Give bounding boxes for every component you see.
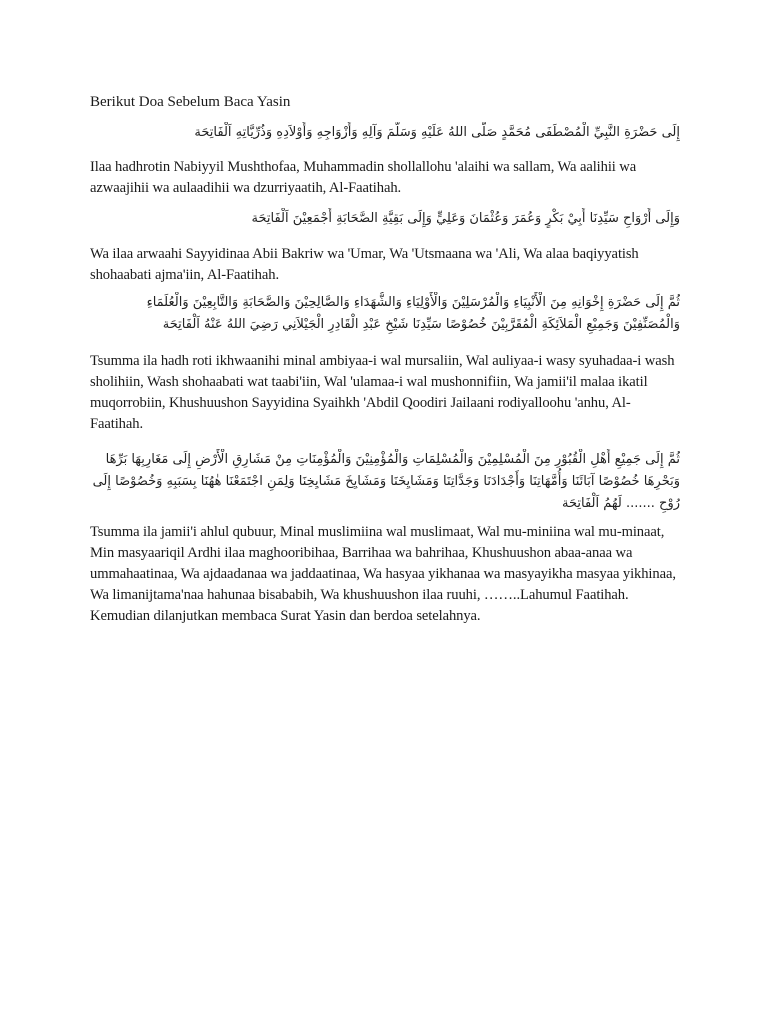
latin-transliteration-2: Wa ilaa arwaahi Sayyidinaa Abii Bakriw wa 'Umar, Wa 'Utsmaana wa 'Ali, Wa alaa baqiyyatish shohaabati ajma'iin, Al-Faatihah. [90,246,639,283]
arabic-prayer-3: ثُمَّ إِلَى حَضْرَةِ إِخْوَانِهِ مِنَ الْأَنْبِيَاءِ وَالْمُرْسَلِيْنَ وَالْأَوْلِيَاءِ وَالشُّهَدَاءِ وَالصَّالِحِيْنَ وَالصَّحَابَةِ وَالتَّابِعِيْنَ وَالْعُلَمَاءِ وَالْمُصَنِّفِيْنَ وَجَمِيْعِ الْمَلاَئِكَةِ الْمُقَرَّبِيْنَ خُصُوْصًا سَيِّدِنَا شَيْخِ عَبْدِ الْقَادِرِ الْجَيْلاَنِي رَضِيَ اللهُ عَنْهُ اَلْفَاتِحَة [146,295,680,332]
latin-transliteration-3: Tsumma ila hadh roti ikhwaanihi minal ambiyaa-i wal mursaliin, Wal auliyaa-i wasy syuhadaa-i wash sholihiin, Wash shohaabati wat taabi'iin, Wal 'ulamaa-i wal mushonnifiin, Wa jamii'il malaa ikatil muqorrobiin, Khushuushon Sayyidina Syaihkh 'Abdil Qoodiri Jailaani rodiyalloohu 'anhu, Al-Faatihah. [90,353,675,432]
arabic-prayer-4: ثُمَّ إِلَى جَمِيْعِ أَهْلِ الْقُبُوْرِ مِنَ الْمُسْلِمِيْنَ وَالْمُسْلِمَاتِ وَالْمُؤْمِنِيْنَ وَالْمُؤْمِنَاتِ مِنْ مَشَارِقِ الْأَرْضِ إِلَى مَغَارِبِهَا بَرِّهَا وَبَحْرِهَا خُصُوْصًا آبَائَنَا وَأُمَّهَاتِنَا وَأَجْدَادَنَا وَجَدَّاتِنَا وَمَشَايِخَنَا وَمَشَايِخَ مَشَايِخِنَا وَلِمَنِ اجْتَمَعْنَا هٰهُنَا بِسَبَبِهِ وَخُصُوْصًا إِلَى رُوْحِ ....... لَهُمُ اَلْفَاتِحَة [92,452,680,511]
document-title: Berikut Doa Sebelum Baca Yasin [90,94,291,110]
latin-transliteration-4: Tsumma ila jamii'i ahlul qubuur, Minal muslimiina wal muslimaat, Wal mu-miniina wal mu-minaat, Min masyaariqil Ardhi ilaa maghooribihaa, Barrihaa wa bahrihaa, Khushuushon abaa-anaa wa ummahaatinaa, Wa ajdaadanaa wa jaddaatinaa, Wa hasyaa yikhanaa wa masyayikha masyaa yikhinaa, Wa limanijtama'naa hahunaa bisababih, Wa khushuushon ilaa ruuhi, ……..Lahumul Faatihah. Kemudian dilanjutkan membaca Surat Yasin dan berdoa setelahnya. [90,524,676,624]
arabic-prayer-1: إِلَى حَضْرَةِ النَّبِيِّ الْمُصْطَفَى مُحَمَّدٍ صَلَّى اللهُ عَلَيْهِ وَسَلَّمَ وَآلِهِ وَأَزْوَاجِهِ وَأَوْلاَدِهِ وَذُرِّيَّاتِهِ اَلْفَاتِحَة [194,125,680,140]
latin-transliteration-1: Ilaa hadhrotin Nabiyyil Mushthofaa, Muhammadin shollallohu 'alaihi wa sallam, Wa aalihii wa azwaajihii wa aulaadihii wa dzurriyaatih, Al-Faatihah. [90,159,637,196]
arabic-prayer-2: وَإِلَى أَرْوَاحِ سَيِّدِنَا أَبِيْ بَكْرٍ وَعُمَرَ وَعُثْمَانَ وَعَلِيٍّ وَإِلَى بَقِيَّةِ الصَّحَابَةِ أَجْمَعِيْنَ اَلْفَاتِحَة [251,211,680,226]
